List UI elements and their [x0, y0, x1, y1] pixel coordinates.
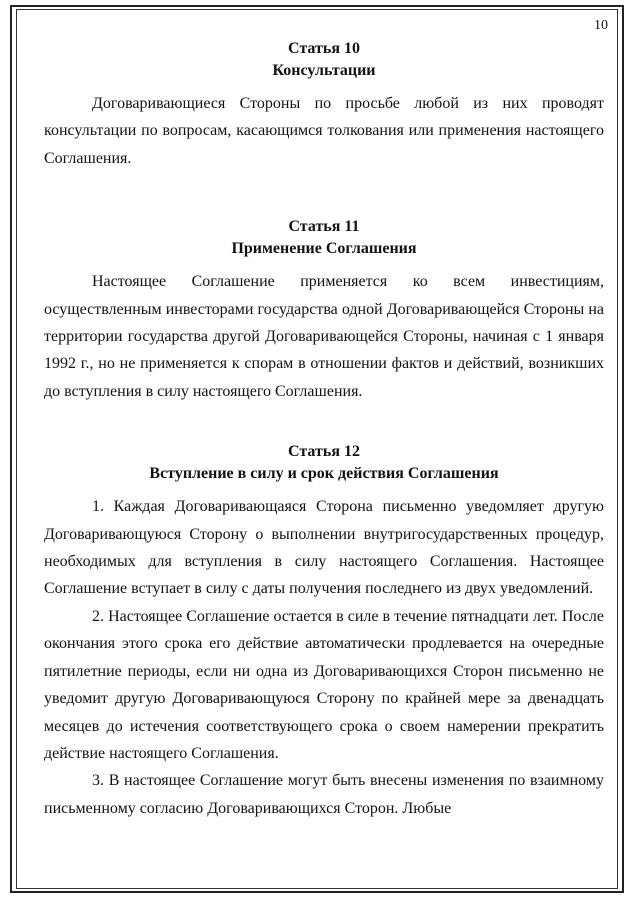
article-paragraph: Настоящее Соглашение применяется ко всем инвестициям, осуществленным инвесторами государства одной Договаривающейся Стороны на территории государства другой Договаривающейся Стороны, начиная с 1 января 1992 г., но не применяется к спорам в отношении фактов и действий, возникших до вступления в силу настоящего Соглашения.: [44, 273, 604, 400]
article-heading: Статья 10: [288, 40, 360, 57]
article-10: [44, 38, 604, 172]
article-title: Консультации: [272, 62, 376, 79]
article-paragraph: 2. Настоящее Соглашение остается в силе в течение пятнадцати лет. После окончания этого срока его действие автоматически продлевается на очередные пятилетние периоды, если ни одна из Договаривающихся Сторон письменно не уведомит другую Договаривающуюся Сторону по крайней мере за двенадцать месяцев до истечения соответствующего срока о своем намерении прекратить действие настоящего Соглашения.: [44, 607, 604, 762]
article-heading: Статья 11: [288, 218, 360, 236]
article-12: [44, 441, 604, 822]
page-number: 10: [594, 18, 608, 33]
document-body: [44, 38, 604, 822]
section-spacer: [44, 172, 604, 216]
article-paragraph: 1. Каждая Договаривающаяся Сторона письменно уведомляет другую Договаривающуюся Сторону о выполнении внутригосударственных процедур, необходимых для вступления в силу настоящего Соглашения. Настоящее Соглашение вступает в силу с даты получения последнего из двух уведомлений.: [44, 498, 604, 598]
article-11: [44, 216, 604, 405]
article-title: Вступление в силу и срок действия Соглашения: [149, 465, 499, 483]
section-spacer: [44, 405, 604, 441]
article-paragraph: 3. В настоящее Соглашение могут быть внесены изменения по взаимному письменному согласию Договаривающихся Сторон. Любые: [44, 772, 604, 817]
article-paragraph: Договаривающиеся Стороны по просьбе любой из них проводят консультации по вопросам, касающимся толкования или применения настоящего Соглашения.: [44, 95, 604, 167]
article-heading: Статья 12: [288, 443, 360, 461]
article-title: Применение Соглашения: [231, 240, 417, 258]
